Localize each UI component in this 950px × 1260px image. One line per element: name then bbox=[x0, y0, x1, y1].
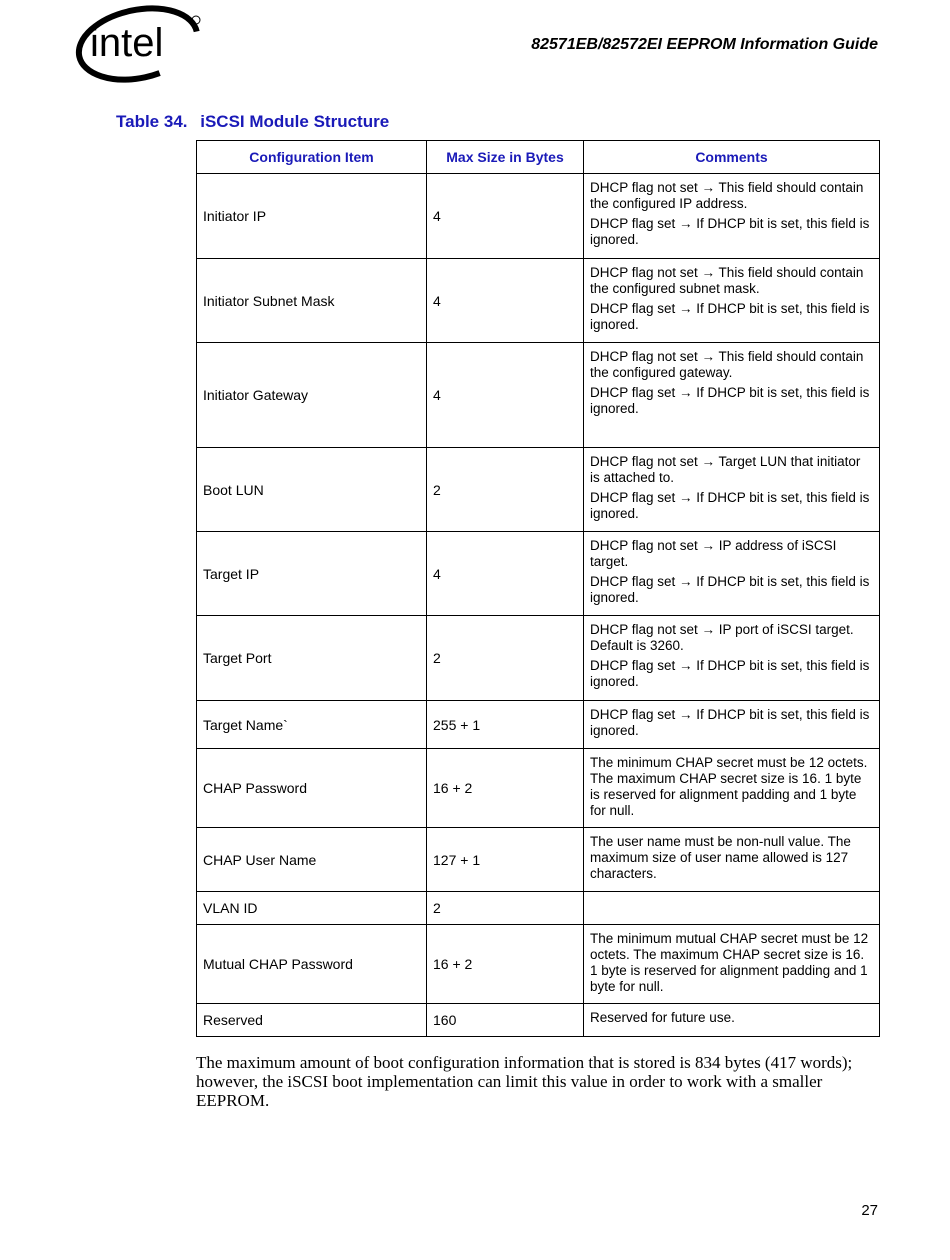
comments-cell bbox=[584, 1004, 880, 1037]
column-header: Configuration Item bbox=[197, 141, 427, 174]
config-item-cell: Reserved bbox=[197, 1004, 427, 1037]
comment-line: DHCP flag set → If DHCP bit is set, this field is ignored. bbox=[590, 490, 870, 521]
table-row bbox=[197, 828, 880, 892]
comment-line: DHCP flag not set → IP port of iSCSI target. Default is 3260. bbox=[590, 622, 854, 653]
comment-line: DHCP flag not set → This field should contain the configured IP address. bbox=[590, 180, 864, 211]
config-item-cell: VLAN ID bbox=[197, 892, 427, 925]
config-item-cell: Target Name` bbox=[197, 701, 427, 749]
table-number: Table 34. bbox=[116, 112, 188, 131]
max-size-cell: 4 bbox=[427, 259, 584, 343]
comment-line: DHCP flag set → If DHCP bit is set, this field is ignored. bbox=[590, 574, 870, 605]
config-item-cell: Target Port bbox=[197, 616, 427, 701]
config-item-cell: Initiator IP bbox=[197, 174, 427, 259]
comments-cell bbox=[584, 532, 880, 616]
config-item-cell: Initiator Subnet Mask bbox=[197, 259, 427, 343]
max-size-cell: 127 + 1 bbox=[427, 828, 584, 892]
comment-line: Reserved for future use. bbox=[590, 1010, 735, 1025]
comments-cell bbox=[584, 174, 880, 259]
config-item-cell: Target IP bbox=[197, 532, 427, 616]
comments-cell bbox=[584, 259, 880, 343]
config-item-cell: Mutual CHAP Password bbox=[197, 925, 427, 1004]
comment-line: DHCP flag not set → This field should contain the configured gateway. bbox=[590, 349, 864, 380]
intel-logo bbox=[72, 0, 204, 86]
iscsi-module-table bbox=[196, 140, 880, 1037]
comments-cell bbox=[584, 448, 880, 532]
table-row bbox=[197, 925, 880, 1004]
document-title: 82571EB/82572EI EEPROM Information Guide bbox=[531, 36, 878, 53]
comments-cell bbox=[584, 749, 880, 828]
max-size-cell: 4 bbox=[427, 174, 584, 259]
table-row bbox=[197, 259, 880, 343]
table-row bbox=[197, 749, 880, 828]
max-size-cell: 255 + 1 bbox=[427, 701, 584, 749]
comment-line: DHCP flag not set → IP address of iSCSI target. bbox=[590, 538, 837, 569]
table-row bbox=[197, 616, 880, 701]
max-size-cell: 160 bbox=[427, 1004, 584, 1037]
table-row bbox=[197, 174, 880, 259]
table-row bbox=[197, 532, 880, 616]
logo-wordmark: intel bbox=[90, 21, 164, 65]
config-item-cell: Initiator Gateway bbox=[197, 343, 427, 448]
column-header: Max Size in Bytes bbox=[427, 141, 584, 174]
table-row bbox=[197, 343, 880, 448]
config-item-cell: CHAP User Name bbox=[197, 828, 427, 892]
comment-line: DHCP flag set → If DHCP bit is set, this field is ignored. bbox=[590, 658, 870, 689]
comment-line: The minimum mutual CHAP secret must be 12 octets. The maximum CHAP secret size is 16. 1 byte is reserved for alignment padding and 1 byte for null. bbox=[590, 931, 869, 994]
page-number: 27 bbox=[861, 1202, 878, 1219]
comments-cell bbox=[584, 828, 880, 892]
table-row bbox=[197, 892, 880, 925]
table-caption bbox=[116, 112, 389, 132]
config-item-cell: Boot LUN bbox=[197, 448, 427, 532]
body-paragraph: The maximum amount of boot configuration information that is stored is 834 bytes (417 words); however, the iSCSI boot implementation can limit this value in order to work with a smaller EEPROM. bbox=[196, 1053, 853, 1110]
column-header: Comments bbox=[584, 141, 880, 174]
comment-line: DHCP flag not set → Target LUN that initiator is attached to. bbox=[590, 454, 861, 485]
comments-cell bbox=[584, 925, 880, 1004]
table-header-row bbox=[197, 141, 880, 174]
table-row bbox=[197, 448, 880, 532]
max-size-cell: 4 bbox=[427, 532, 584, 616]
comment-line: DHCP flag set → If DHCP bit is set, this field is ignored. bbox=[590, 385, 870, 416]
table-row bbox=[197, 701, 880, 749]
comment-line: DHCP flag set → If DHCP bit is set, this field is ignored. bbox=[590, 301, 870, 332]
comment-line: DHCP flag set → If DHCP bit is set, this field is ignored. bbox=[590, 707, 870, 738]
table-title: iSCSI Module Structure bbox=[200, 112, 390, 131]
max-size-cell: 16 + 2 bbox=[427, 925, 584, 1004]
comment-line: The minimum CHAP secret must be 12 octets. The maximum CHAP secret size is 16. 1 byte is reserved for alignment padding and 1 byte for null. bbox=[590, 755, 868, 818]
comment-line: The user name must be non-null value. The maximum size of user name allowed is 127 characters. bbox=[590, 834, 851, 881]
comments-cell bbox=[584, 892, 880, 925]
max-size-cell: 2 bbox=[427, 448, 584, 532]
max-size-cell: 16 + 2 bbox=[427, 749, 584, 828]
max-size-cell: 2 bbox=[427, 616, 584, 701]
comment-line: DHCP flag not set → This field should contain the configured subnet mask. bbox=[590, 265, 864, 296]
comment-line: DHCP flag set → If DHCP bit is set, this field is ignored. bbox=[590, 216, 870, 247]
comments-cell bbox=[584, 701, 880, 749]
comments-cell bbox=[584, 343, 880, 448]
max-size-cell: 2 bbox=[427, 892, 584, 925]
max-size-cell: 4 bbox=[427, 343, 584, 448]
comments-cell bbox=[584, 616, 880, 701]
config-item-cell: CHAP Password bbox=[197, 749, 427, 828]
table-row bbox=[197, 1004, 880, 1037]
